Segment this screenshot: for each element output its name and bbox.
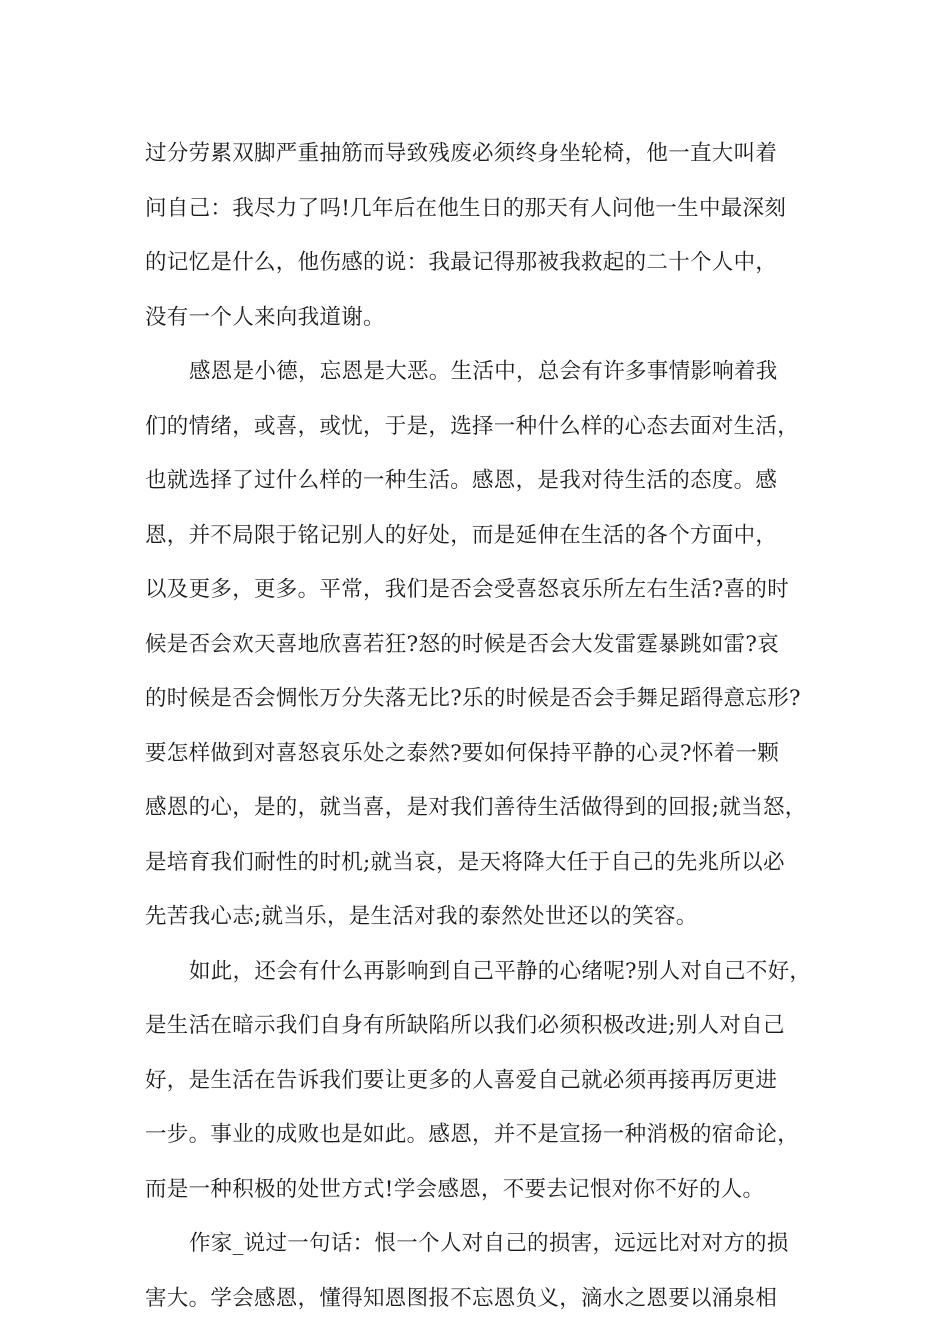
text-line: 如此，还会有什么再影响到自己平静的心绪呢?别人对自己不好， [189, 958, 812, 984]
text-line: 感恩是小德，忘恩是大恶。生活中，总会有许多事情影响着我 [189, 359, 778, 384]
text-line: 的时候是否会惆怅万分失落无比?乐的时候是否会手舞足蹈得意忘形? [145, 686, 801, 711]
text-line: 们的情绪，或喜，或忧，于是，选择一种什么样的心态去面对生活， [145, 413, 800, 439]
text-line: 的记忆是什么，他伤感的说：我最记得那被我救起的二十个人中， [145, 250, 778, 275]
text-line: 过分劳累双脚严重抽筋而导致残废必须终身坐轮椅，他一直大叫着 [145, 141, 778, 166]
text-line: 而是一种积极的处世方式!学会感恩，不要去记恨对你不好的人。 [145, 1176, 765, 1202]
text-line: 没有一个人来向我道谢。 [145, 304, 385, 330]
text-line: 候是否会欢天喜地欣喜若狂?怒的时候是否会大发雷霆暴跳如雷?哀 [145, 631, 780, 657]
text-line: 感恩的心，是的，就当喜，是对我们善待生活做得到的回报;就当怒， [145, 795, 807, 820]
text-line: 恩，并不局限于铭记别人的好处，而是延伸在生活的各个方面中， [145, 522, 778, 548]
text-line: 害大。学会感恩，懂得知恩图报不忘恩负义，滴水之恩要以涌泉相 [145, 1285, 778, 1311]
text-line: 一步。事业的成败也是如此。感恩，并不是宣扬一种消极的宿命论， [145, 1122, 800, 1147]
text-line: 以及更多，更多。平常，我们是否会受喜怒哀乐所左右生活?喜的时 [145, 577, 790, 602]
text-line: 是培育我们耐性的时机;就当哀，是天将降大任于自己的先兆所以必 [145, 849, 785, 875]
body-text [145, 132, 815, 1331]
text-line: 问自己：我尽力了吗!几年后在他生日的那天有人问他一生中最深刻 [145, 195, 787, 221]
text-line: 好，是生活在告诉我们要让更多的人喜爱自己就必须再接再厉更进 [145, 1067, 778, 1093]
text-line: 要怎样做到对喜怒哀乐处之泰然?要如何保持平静的心灵?怀着一颗 [145, 740, 780, 766]
text-line: 先苦我心志;就当乐，是生活对我的泰然处世还以的笑容。 [145, 904, 698, 929]
text-line: 是生活在暗示我们自身有所缺陷所以我们必须积极改进;别人对自己 [145, 1013, 785, 1038]
text-line: 也就选择了过什么样的一种生活。感恩，是我对待生活的态度。感 [145, 468, 778, 493]
text-line: 作家_说过一句话：恨一个人对自己的损害，远远比对对方的损 [189, 1231, 789, 1256]
